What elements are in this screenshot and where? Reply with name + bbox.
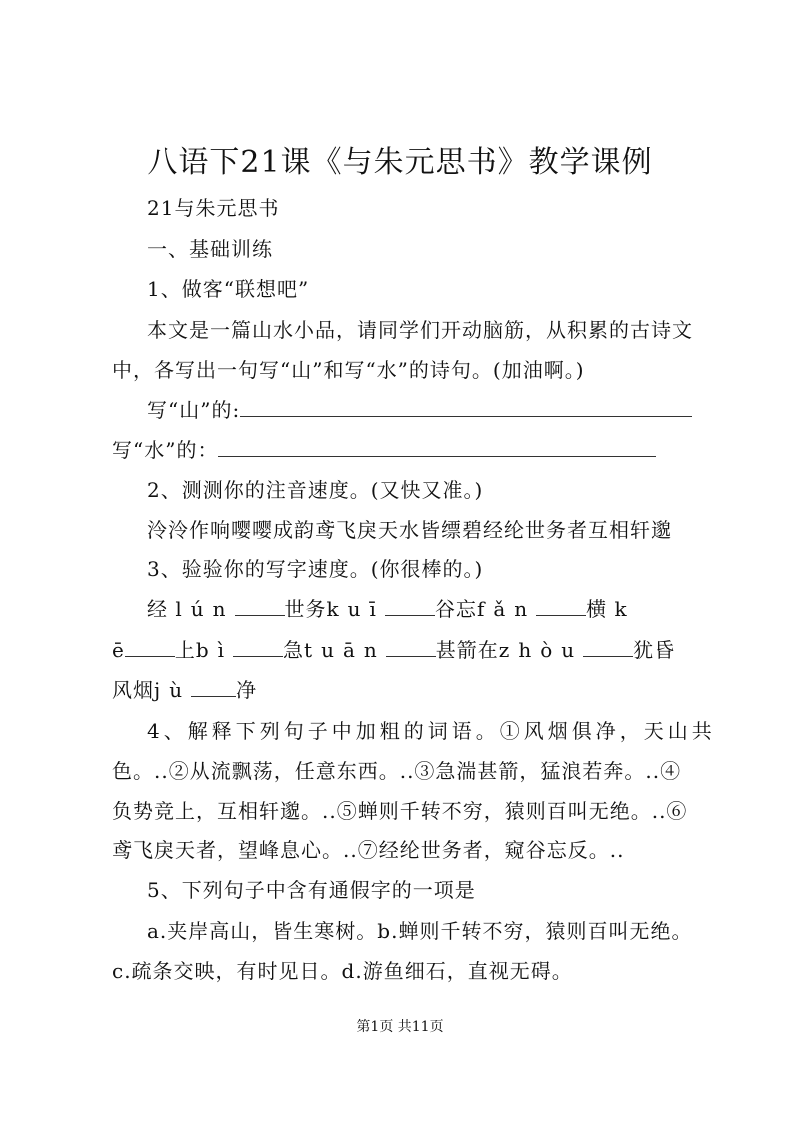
- option-line: a.夹岸高山，皆生寒树。b.蝉则千转不穷，猿则百叫无绝。: [147, 919, 693, 943]
- writing-line-2: [112, 638, 675, 662]
- question-2: 2、测测你的注音速度。(又快又准。): [147, 478, 484, 502]
- water-line: [112, 438, 656, 462]
- text: 犹昏: [633, 638, 676, 662]
- text: 经: [147, 597, 168, 621]
- answer-blank[interactable]: [191, 678, 236, 697]
- pinyin: zhòu: [498, 638, 584, 662]
- question-4: 4、解释下列句子中加粗的词语。①风烟俱净，天山共: [147, 719, 716, 743]
- question-5: 5、下列句子中含有通假字的一项是: [147, 878, 476, 902]
- pinyin: k: [614, 597, 628, 621]
- text: 风烟: [112, 678, 154, 702]
- answer-blank[interactable]: [385, 597, 435, 616]
- answer-blank[interactable]: [386, 638, 436, 657]
- page-footer: 第1页 共11页: [356, 1019, 444, 1035]
- writing-line-1: [147, 597, 628, 621]
- pinyin: ē: [112, 638, 125, 662]
- text: 净: [236, 678, 258, 702]
- question-1: 1、做客“联想吧”: [147, 277, 310, 301]
- answer-blank[interactable]: [536, 597, 586, 616]
- lesson-heading: 21与朱元思书: [147, 196, 280, 220]
- answer-blank[interactable]: [233, 638, 283, 657]
- water-label: 写“水”的：: [112, 438, 219, 462]
- text: 横: [586, 597, 608, 621]
- answer-blank[interactable]: [125, 638, 175, 657]
- pinyin: lún: [175, 597, 235, 621]
- answer-blank[interactable]: [583, 638, 633, 657]
- text: 甚箭在: [435, 638, 499, 662]
- text: 上: [174, 638, 196, 662]
- option-line: c.疏条交映，有时见日。d.游鱼细石，直视无碍。: [112, 959, 573, 983]
- pinyin: fǎn: [476, 597, 537, 621]
- answer-blank[interactable]: [235, 597, 285, 616]
- paragraph: 色。..②从流飘荡，任意东西。..③急湍甚箭，猛浪若奔。..④: [112, 759, 682, 783]
- pinyin: jù: [154, 678, 192, 702]
- mountain-answer-blank[interactable]: [240, 398, 692, 417]
- pinyin: tuān: [304, 638, 386, 662]
- question-3: 3、验验你的写字速度。(你很棒的。): [147, 557, 484, 581]
- paragraph: 鸢飞戾天者，望峰息心。..⑦经纶世务者，窥谷忘反。..: [112, 838, 625, 862]
- section-heading: 一、基础训练: [147, 237, 273, 261]
- text: 急: [283, 638, 305, 662]
- pinyin: bì: [195, 638, 234, 662]
- text: 世务: [284, 597, 327, 621]
- pinyin: kuī: [326, 597, 385, 621]
- paragraph: 负势竞上，互相轩邈。..⑤蝉则千转不穷，猿则百叫无绝。..⑥: [112, 799, 688, 823]
- paragraph: 中，各写出一句写“山”和写“水”的诗句。(加油啊。): [112, 358, 585, 382]
- document-title: 八语下21课《与朱元思书》教学课例: [147, 145, 653, 180]
- paragraph: 本文是一篇山水小品，请同学们开动脑筋，从积累的古诗文: [147, 318, 693, 342]
- water-answer-blank[interactable]: [218, 438, 656, 457]
- pinyin-words: 泠泠作响嘤嘤成韵鸢飞戾天水皆缥碧经纶世务者互相轩邈: [147, 518, 672, 542]
- writing-line-3: [112, 678, 257, 702]
- text: 谷忘: [434, 597, 477, 621]
- mountain-label: 写“山”的:: [147, 398, 241, 422]
- mountain-line: [147, 398, 692, 422]
